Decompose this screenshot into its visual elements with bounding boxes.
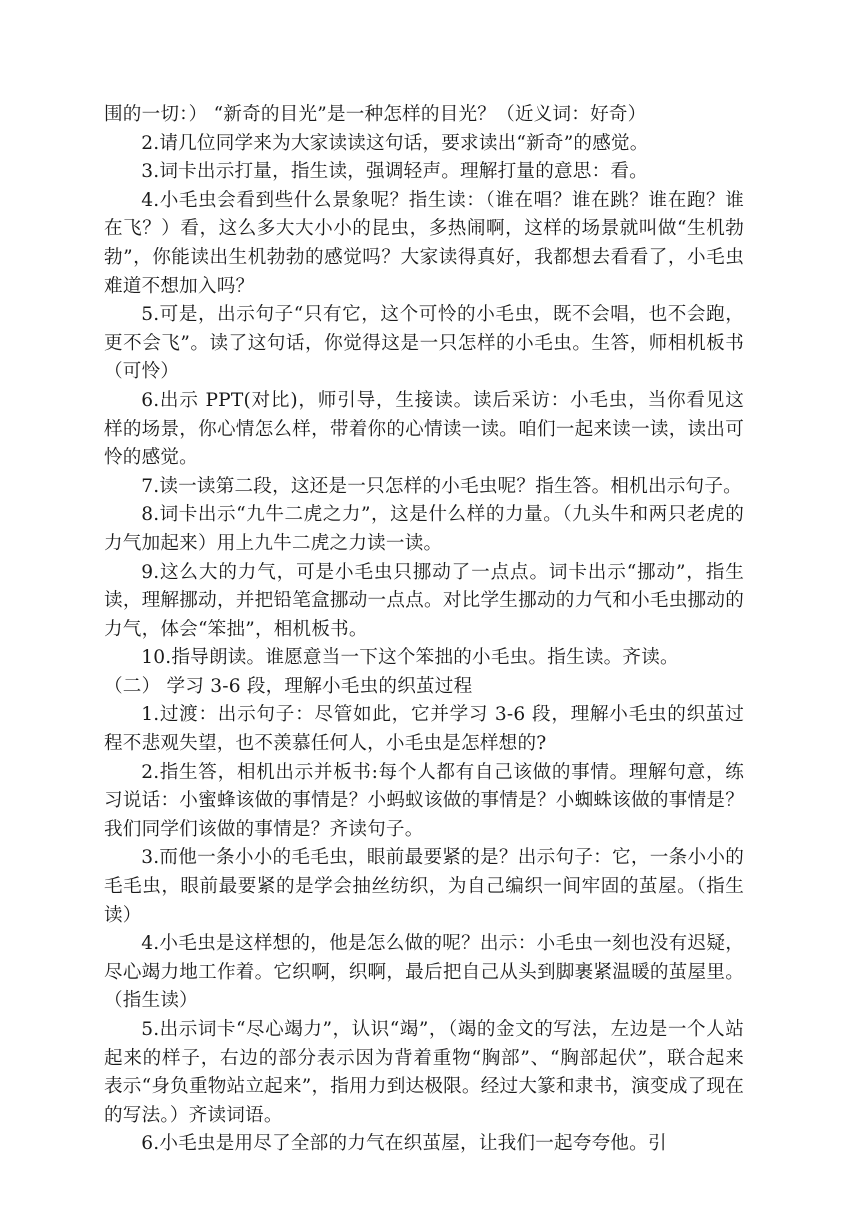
paragraph-item-6: 6.出示 PPT(对比)，师引导，生接读。读后采访：小毛虫，当你看见这样的场景，你心情怎么样，带着你的心情读一读。咱们一起来读一读，读出可怜的感觉。 xyxy=(104,389,744,469)
paragraph-item-4: 4.小毛虫会看到些什么景象呢？指生读：（谁在唱？谁在跳？谁在跑？谁在飞？）看，这么多大大小小的昆虫，多热闹啊，这样的场景就叫做“生机勃勃”，你能读出生机勃勃的感觉吗？大家读得真好，我都想去看看了，小毛虫难道不想加入吗？ xyxy=(104,189,744,297)
paragraph-section2-item-6: 6.小毛虫是用尽了全部的力气在织茧屋，让我们一起夸夸他。引 xyxy=(141,1133,667,1155)
paragraph-section2-item-4: 4.小毛虫是这样想的，他是怎么做的呢？出示：小毛虫一刻也没有迟疑，尽心竭力地工作着。它织啊，织啊，最后把自己从头到脚裹紧温暖的茧屋里。（指生读） xyxy=(104,933,744,1012)
paragraph-item-7: 7.读一读第二段，这还是一只怎样的小毛虫呢？指生答。相机出示句子。 xyxy=(141,475,742,497)
paragraph-section2-item-1: 1.过渡：出示句子：尽管如此，它并学习 3-6 段，理解小毛虫的织茧过程不悲观失望，也不羡慕任何人，小毛虫是怎样想的? xyxy=(104,704,744,755)
paragraph-item-5: 5.可是，出示句子“只有它，这个可怜的小毛虫，既不会唱，也不会跑，更不会飞”。读了这句话，你觉得这是一只怎样的小毛虫。生答，师相机板书（可怜） xyxy=(104,304,744,383)
paragraph-item-3: 3.词卡出示打量，指生读，强调轻声。理解打量的意思：看。 xyxy=(141,161,648,183)
paragraph-section2-item-2: 2.指生答，相机出示并板书:每个人都有自己该做的事情。理解句意，练习说话：小蜜蜂该做的事情是？小蚂蚁该做的事情是？小蜘蛛该做的事情是？我们同学们该做的事情是？齐读句子。 xyxy=(104,761,744,840)
paragraph-item-8: 8.词卡出示“九牛二虎之力”，这是什么样的力量。（九头牛和两只老虎的力气加起来）用上九牛二虎之力读一读。 xyxy=(104,504,744,554)
paragraph-continuation: 围的一切：） “新奇的目光”是一种怎样的目光？（近义词：好奇） xyxy=(104,104,647,125)
paragraph-item-2: 2.请几位同学来为大家读读这句话，要求读出“新奇”的感觉。 xyxy=(141,132,649,154)
paragraph-item-10: 10.指导朗读。谁愿意当一下这个笨拙的小毛虫。指生读。齐读。 xyxy=(141,647,679,669)
paragraph-section2-item-3: 3.而他一条小小的毛毛虫，眼前最要紧的是？出示句子：它，一条小小的毛毛虫，眼前最要紧的是学会抽丝纺织，为自己编织一间牢固的茧屋。（指生读） xyxy=(104,847,744,926)
section-heading: （二） 学习 3-6 段，理解小毛虫的织茧过程 xyxy=(104,675,473,697)
paragraph-item-9: 9.这么大的力气，可是小毛虫只挪动了一点点。词卡出示“挪动”，指生读，理解挪动，并把铅笔盒挪动一点点。对比学生挪动的力气和小毛虫挪动的力气，体会“笨拙”，相机板书。 xyxy=(104,561,744,640)
paragraph-section2-item-5: 5.出示词卡“尽心竭力”，认识“竭”，（竭的金文的写法，左边是一个人站起来的样子，右边的部分表示因为背着重物“胸部”、“胸部起伏”，联合起来表示“身负重物站立起来”，指用力到达极限。经过大篆和隶书，演变成了现在的写法。）齐读词语。 xyxy=(104,1019,744,1126)
document-body xyxy=(104,101,744,1159)
